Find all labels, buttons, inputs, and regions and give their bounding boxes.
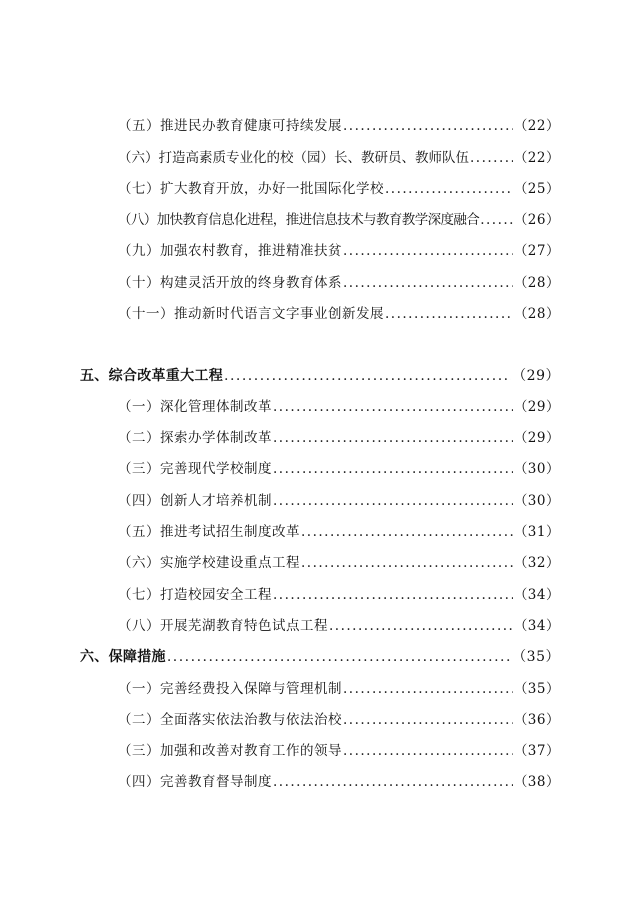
toc-entry-title: （一）完善经费投入保障与管理机制 (118, 681, 342, 697)
toc-dot-leader (385, 180, 513, 198)
toc-entry[interactable] (118, 398, 560, 416)
toc-entry[interactable] (118, 554, 560, 572)
toc-dot-leader (273, 460, 513, 478)
toc-dot-leader (470, 149, 513, 167)
toc-entry-page: （27） (513, 243, 560, 259)
toc-section-heading[interactable] (80, 648, 560, 666)
toc-section-title: 六、保障措施 (80, 649, 166, 665)
toc-entry-title: （三）完善现代学校制度 (118, 461, 272, 477)
toc-entry[interactable] (118, 117, 560, 135)
toc-dot-leader (273, 429, 513, 447)
toc-entry[interactable] (118, 586, 560, 604)
toc-entry[interactable] (118, 305, 560, 323)
toc-dot-leader (301, 554, 513, 572)
toc-entry[interactable] (118, 242, 560, 260)
toc-section-heading[interactable] (80, 367, 560, 385)
toc-section-title: 五、综合改革重大工程 (80, 368, 223, 384)
toc-entry-title: （二）全面落实依法治教与依法治校 (118, 712, 342, 728)
toc-entry-page: （36） (513, 712, 560, 728)
toc-entry-title: （九）加强农村教育，推进精准扶贫 (118, 243, 342, 259)
toc-entry-title: （十）构建灵活开放的终身教育体系 (118, 275, 342, 291)
toc-dot-leader (343, 242, 513, 260)
toc-entry-title: （一）深化管理体制改革 (118, 399, 272, 415)
toc-dot-leader (301, 523, 513, 541)
toc-entry-title: （三）加强和改善对教育工作的领导 (118, 743, 342, 759)
toc-entry[interactable] (118, 742, 560, 760)
toc-entry-title: （五）推进民办教育健康可持续发展 (118, 118, 342, 134)
toc-entry-page: （29） (513, 399, 560, 415)
toc-entry-title: （五）推进考试招生制度改革 (118, 524, 300, 540)
toc-entry-title: （七）打造校园安全工程 (118, 587, 272, 603)
toc-entry-page: （29） (512, 368, 560, 384)
toc-dot-leader (224, 367, 511, 385)
toc-entry-page: （22） (513, 118, 560, 134)
toc-entry-title: （八）开展芜湖教育特色试点工程 (118, 618, 328, 634)
toc-entry-page: （35） (512, 649, 560, 665)
toc-dot-leader (480, 211, 513, 229)
toc-entry[interactable] (118, 523, 560, 541)
toc-entry-page: （28） (513, 275, 560, 291)
toc-entry[interactable] (118, 617, 560, 635)
toc-entry-page: （28） (513, 306, 560, 322)
toc-dot-leader (343, 742, 513, 760)
toc-entry-page: （29） (513, 430, 560, 446)
toc-entry[interactable] (118, 429, 560, 447)
toc-entry-title: （七）扩大教育开放，办好一批国际化学校 (118, 181, 384, 197)
toc-entry-page: （37） (513, 743, 560, 759)
toc-entry[interactable] (118, 680, 560, 698)
toc-entry[interactable] (118, 460, 560, 478)
toc-entry[interactable] (118, 492, 560, 510)
toc-dot-leader (273, 492, 513, 510)
toc-entry-title: （四）创新人才培养机制 (118, 493, 272, 509)
toc-entry[interactable] (118, 773, 560, 791)
toc-entry[interactable] (118, 711, 560, 729)
toc-entry-page: （22） (513, 150, 560, 166)
toc-entry-title: （六）实施学校建设重点工程 (118, 555, 300, 571)
toc-entry[interactable] (118, 180, 560, 198)
toc-entry[interactable] (118, 211, 560, 229)
toc-entry-title: （十一）推动新时代语言文字事业创新发展 (118, 306, 384, 322)
toc-entry-page: （30） (513, 493, 560, 509)
toc-entry-page: （38） (513, 774, 560, 790)
toc-dot-leader (343, 117, 513, 135)
toc-dot-leader (329, 617, 513, 635)
toc-dot-leader (343, 680, 513, 698)
toc-entry-page: （34） (513, 587, 560, 603)
toc-entry-page: （25） (513, 181, 560, 197)
toc-entry-title: （二）探索办学体制改革 (118, 430, 272, 446)
toc-entry-title: （八）加快教育信息化进程，推进信息技术与教育教学深度融合 (118, 212, 480, 228)
toc-dot-leader (273, 398, 513, 416)
toc-entry-page: （35） (513, 681, 560, 697)
toc-entry-title: （六）打造高素质专业化的校（园）长、教研员、教师队伍 (118, 150, 469, 166)
toc-entry-title: （四）完善教育督导制度 (118, 774, 272, 790)
toc-entry-page: （32） (513, 555, 560, 571)
toc-entry-page: （30） (513, 461, 560, 477)
toc-dot-leader (343, 274, 513, 292)
toc-dot-leader (167, 648, 511, 666)
toc-dot-leader (273, 586, 513, 604)
toc-entry[interactable] (118, 149, 560, 167)
toc-dot-leader (385, 305, 513, 323)
toc-dot-leader (343, 711, 513, 729)
toc-entry-page: （26） (513, 212, 560, 228)
toc-entry-page: （31） (513, 524, 560, 540)
toc-dot-leader (273, 773, 513, 791)
toc-entry-page: （34） (513, 618, 560, 634)
toc-entry[interactable] (118, 274, 560, 292)
